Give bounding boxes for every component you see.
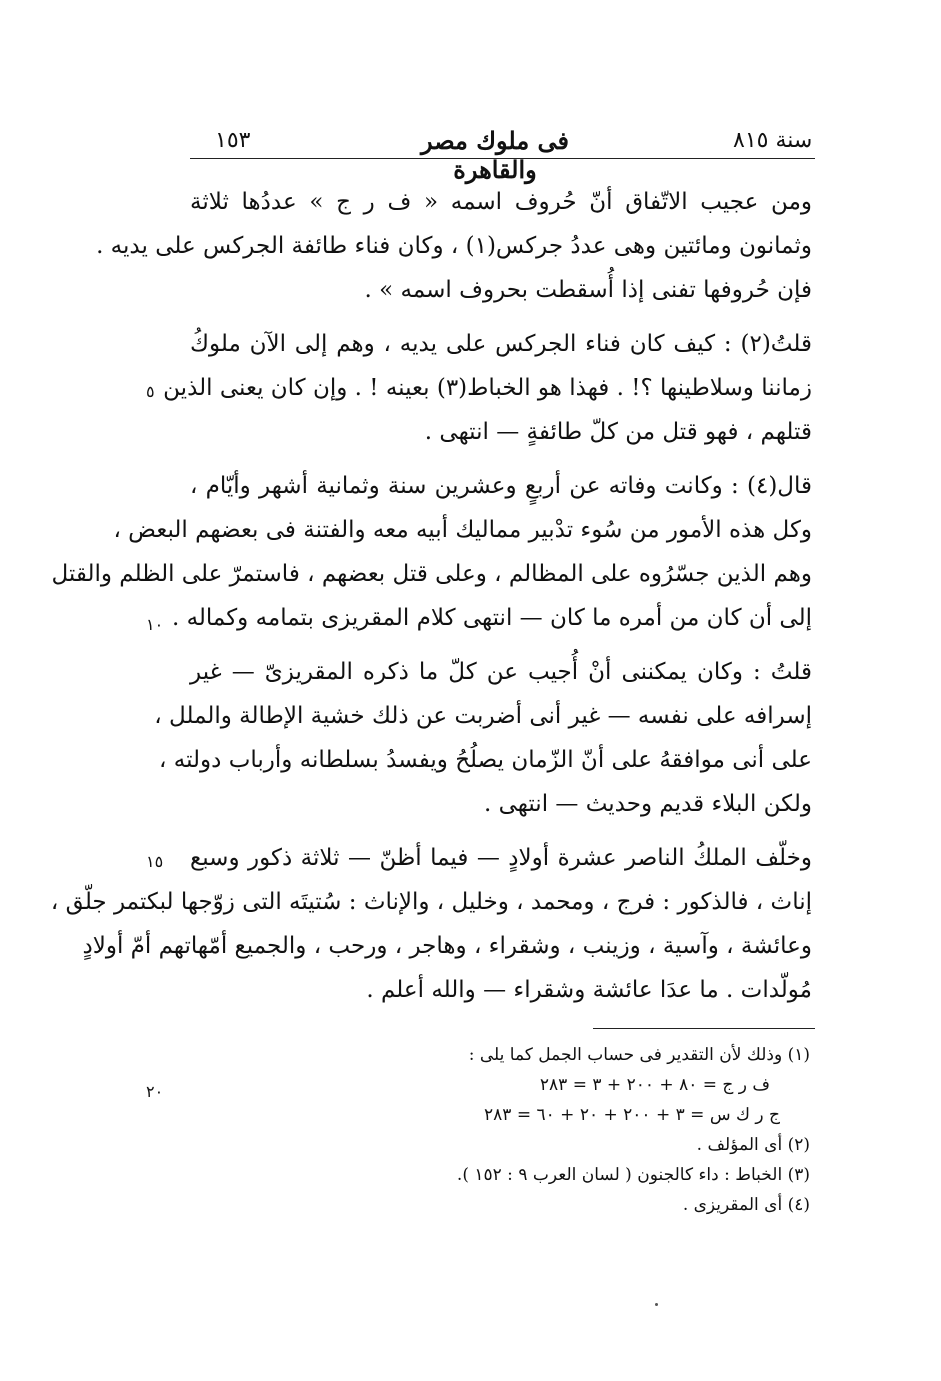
- text-line: وهم الذين جسّرُوه على المظالم ، وعلى قتل بعضهم ، فاستمرّ على الظلم والقتل: [51, 561, 812, 587]
- text-line: إسرافه على نفسه — غير أنى أضربت عن ذلك خشية الإطالة والملل ،: [154, 703, 812, 729]
- footnote-1: (١) وذلك لأن التقدير فى حساب الجمل كما يلى :: [468, 1045, 810, 1065]
- text-line: وكل هذه الأمور من سُوء تدْبير مماليك أبيه معه والفتنة فى بعضهم البعض ،: [113, 517, 812, 543]
- page-header: [0, 120, 941, 184]
- text-line: ولكن البلاء قديم وحديث — انتهى .: [483, 791, 812, 817]
- header-divider: [190, 158, 815, 159]
- footnotes: [330, 1040, 810, 1220]
- text-line: وثمانون ومائتين وهى عددُ جركس(١) ، وكان فناء طائفة الجركس على يديه .: [96, 233, 812, 259]
- text-line: قلتُ : وكان يمكننى أنْ أُجيب عن كلّ ما ذكره المقريزىّ — غير: [190, 659, 812, 685]
- text-line: وعائشة ، وآسية ، وزينب ، وشقراء ، وهاجر ، ورحب ، والجميع أمّهاتهم أمّ أولادٍ: [82, 933, 812, 959]
- text-line: ومن عجيب الاتّفاق أنّ حُروف اسمه « ف ر ج » عددُها ثلاثة: [190, 189, 812, 215]
- line-number: ٥: [146, 382, 155, 401]
- text-line: وخلّف الملكُ الناصر عشرة أولادٍ — فيما أظنّ — ثلاثة ذكور وسبع: [190, 845, 812, 871]
- footnote-formula: ج ر ك س = ٣ + ٢٠٠ + ٢٠ + ٦٠ = ٢٨٣: [484, 1105, 780, 1125]
- text-line: إناث ، فالذكور : فرج ، ومحمد ، وخليل ، والإناث : سُتيتَه التى زوّجها لبكتمر جلّق ،: [50, 889, 812, 915]
- running-title: فى ملوك مصر والقاهرة: [420, 126, 570, 184]
- footnote-formula: ف ر ج = ٨٠ + ٢٠٠ + ٣ = ٢٨٣: [539, 1075, 770, 1095]
- text-line: فإن حُروفها تفنى إذا أُسقطت بحروف اسمه » .: [364, 277, 812, 303]
- footnote-4: (٤) أى المقريزى .: [682, 1195, 810, 1215]
- text-line: مُولّدات . ما عدَا عائشة وشقراء — والله أعلم .: [366, 977, 812, 1003]
- paragraph: [154, 650, 812, 826]
- paragraph: [96, 180, 812, 312]
- paragraph: [163, 322, 812, 454]
- footnote-2: (٢) أى المؤلف .: [696, 1135, 810, 1155]
- text-line: إلى أن كان من أمره ما كان — انتهى كلام المقريزى بتمامه وكماله .: [171, 605, 812, 631]
- year-label: سنة ٨١٥: [733, 128, 813, 153]
- page-number: ١٥٣: [215, 128, 251, 153]
- page-speck: [655, 1303, 658, 1306]
- text-line: قال(٤) : وكانت وفاته عن أربعٍ وعشرين سنة وثمانية أشهر وأيّام ،: [190, 473, 812, 499]
- text-line: على أنى موافقهُ على أنّ الزّمان يصلُحُ ويفسدُ بسلطانه وأرباب دولته ،: [159, 747, 812, 773]
- line-number: ١٥: [146, 852, 164, 871]
- footnote-divider: [593, 1028, 815, 1029]
- text-line: قلتُ(٢) : كيف كان فناء الجركس على يديه ، وهم إلى الآن ملوكُ: [190, 331, 812, 357]
- line-number: ١٠: [146, 615, 164, 634]
- text-line: زماننا وسلاطينها ؟! . فهذا هو الخباط(٣) بعينه ! . وإن كان يعنى الذين: [163, 375, 812, 401]
- footnote-3: (٣) الخباط : داء كالجنون ( لسان العرب ٩ : ١٥٢ ).: [456, 1165, 810, 1185]
- line-number: ٢٠: [146, 1082, 164, 1101]
- text-line: قتلهم ، فهو قتل من كلّ طائفةٍ — انتهى .: [424, 419, 812, 445]
